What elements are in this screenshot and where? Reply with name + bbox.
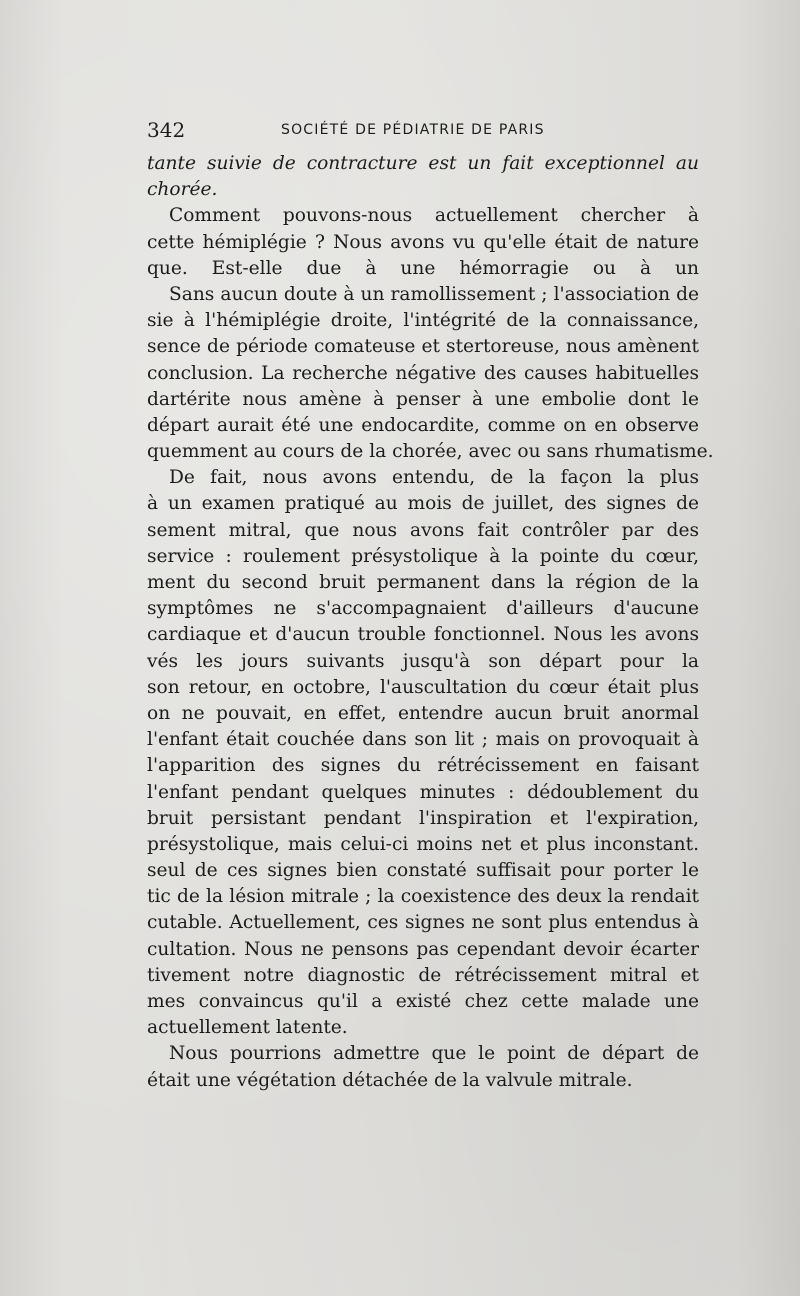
text-line: service : roulement présystolique à la pointe du cœur, [147,545,699,567]
text-line: actuellement latente. [147,1017,348,1039]
text-line: seul de ces signes bien constaté suffisait pour porter le [147,860,699,882]
text-line: chorée. [147,179,218,201]
text-line: que. Est-elle due à une hémorragie ou à un [147,257,699,279]
running-head: SOCIÉTÉ DE PÉDIATRIE DE PARIS [281,122,545,138]
text-line: cette hémiplégie ? Nous avons vu qu'elle était de nature [147,231,699,253]
text-line: sence de période comateuse et stertoreuse, nous amènent [147,336,699,358]
text-line: sement mitral, que nous avons fait contrôler par des [147,519,699,541]
text-line: à un examen pratiqué au mois de juillet, des signes de [147,493,699,515]
text-line: bruit persistant pendant l'inspiration et l'expiration, [147,807,699,829]
text-line: quemment au cours de la chorée, avec ou sans rhumatisme. [147,441,714,463]
body-text [147,151,714,1094]
text-line: sie à l'hémiplégie droite, l'intégrité de la connaissance, [147,310,699,332]
page-number: 342 [147,118,186,142]
text-line: mes convaincus qu'il a existé chez cette malade une [147,991,699,1012]
text-line: dartérite nous amène à penser à une embolie dont le [147,388,699,410]
text-line: Sans aucun doute à un ramollissement ; l'association de [169,283,699,305]
text-line: Nous pourrions admettre que le point de départ de [169,1043,699,1065]
text-line: tic de la lésion mitrale ; la coexistence des deux la rendait [147,886,699,908]
text-line: cutable. Actuellement, ces signes ne sont plus entendus à [147,912,699,934]
text-line: cultation. Nous ne pensons pas cependant devoir écarter [147,938,699,960]
text-line: départ aurait été une endocardite, comme on en observe [147,414,699,436]
text-line: De fait, nous avons entendu, de la façon la plus [169,467,699,489]
text-line: tivement notre diagnostic de rétrécissement mitral et [147,964,699,986]
text-line: son retour, en octobre, l'auscultation du cœur était plus [147,676,699,698]
page-header [147,118,699,142]
text-line: on ne pouvait, en effet, entendre aucun bruit anormal [147,702,699,724]
text-line: cardiaque et d'aucun trouble fonctionnel. Nous les avons [147,624,699,646]
text-line: vés les jours suivants jusqu'à son départ pour la [147,650,699,672]
text-line: conclusion. La recherche négative des causes habituelles [147,362,699,384]
text-line: était une végétation détachée de la valvule mitrale. [147,1069,633,1091]
text-line: présystolique, mais celui-ci moins net et plus inconstant. [147,833,699,855]
text-line: ment du second bruit permanent dans la région de la [147,572,699,593]
text-line: l'enfant était couchée dans son lit ; mais on provoquait à [147,729,699,751]
text-line: Comment pouvons-nous actuellement chercher à [169,205,699,227]
text-line: l'enfant pendant quelques minutes : dédoublement du [147,781,699,803]
text-line: l'apparition des signes du rétrécissement en faisant [147,755,699,777]
text-line: symptômes ne s'accompagnaient d'ailleurs d'aucune [147,598,699,620]
text-line: tante suivie de contracture est un fait exceptionnel au [147,153,699,174]
